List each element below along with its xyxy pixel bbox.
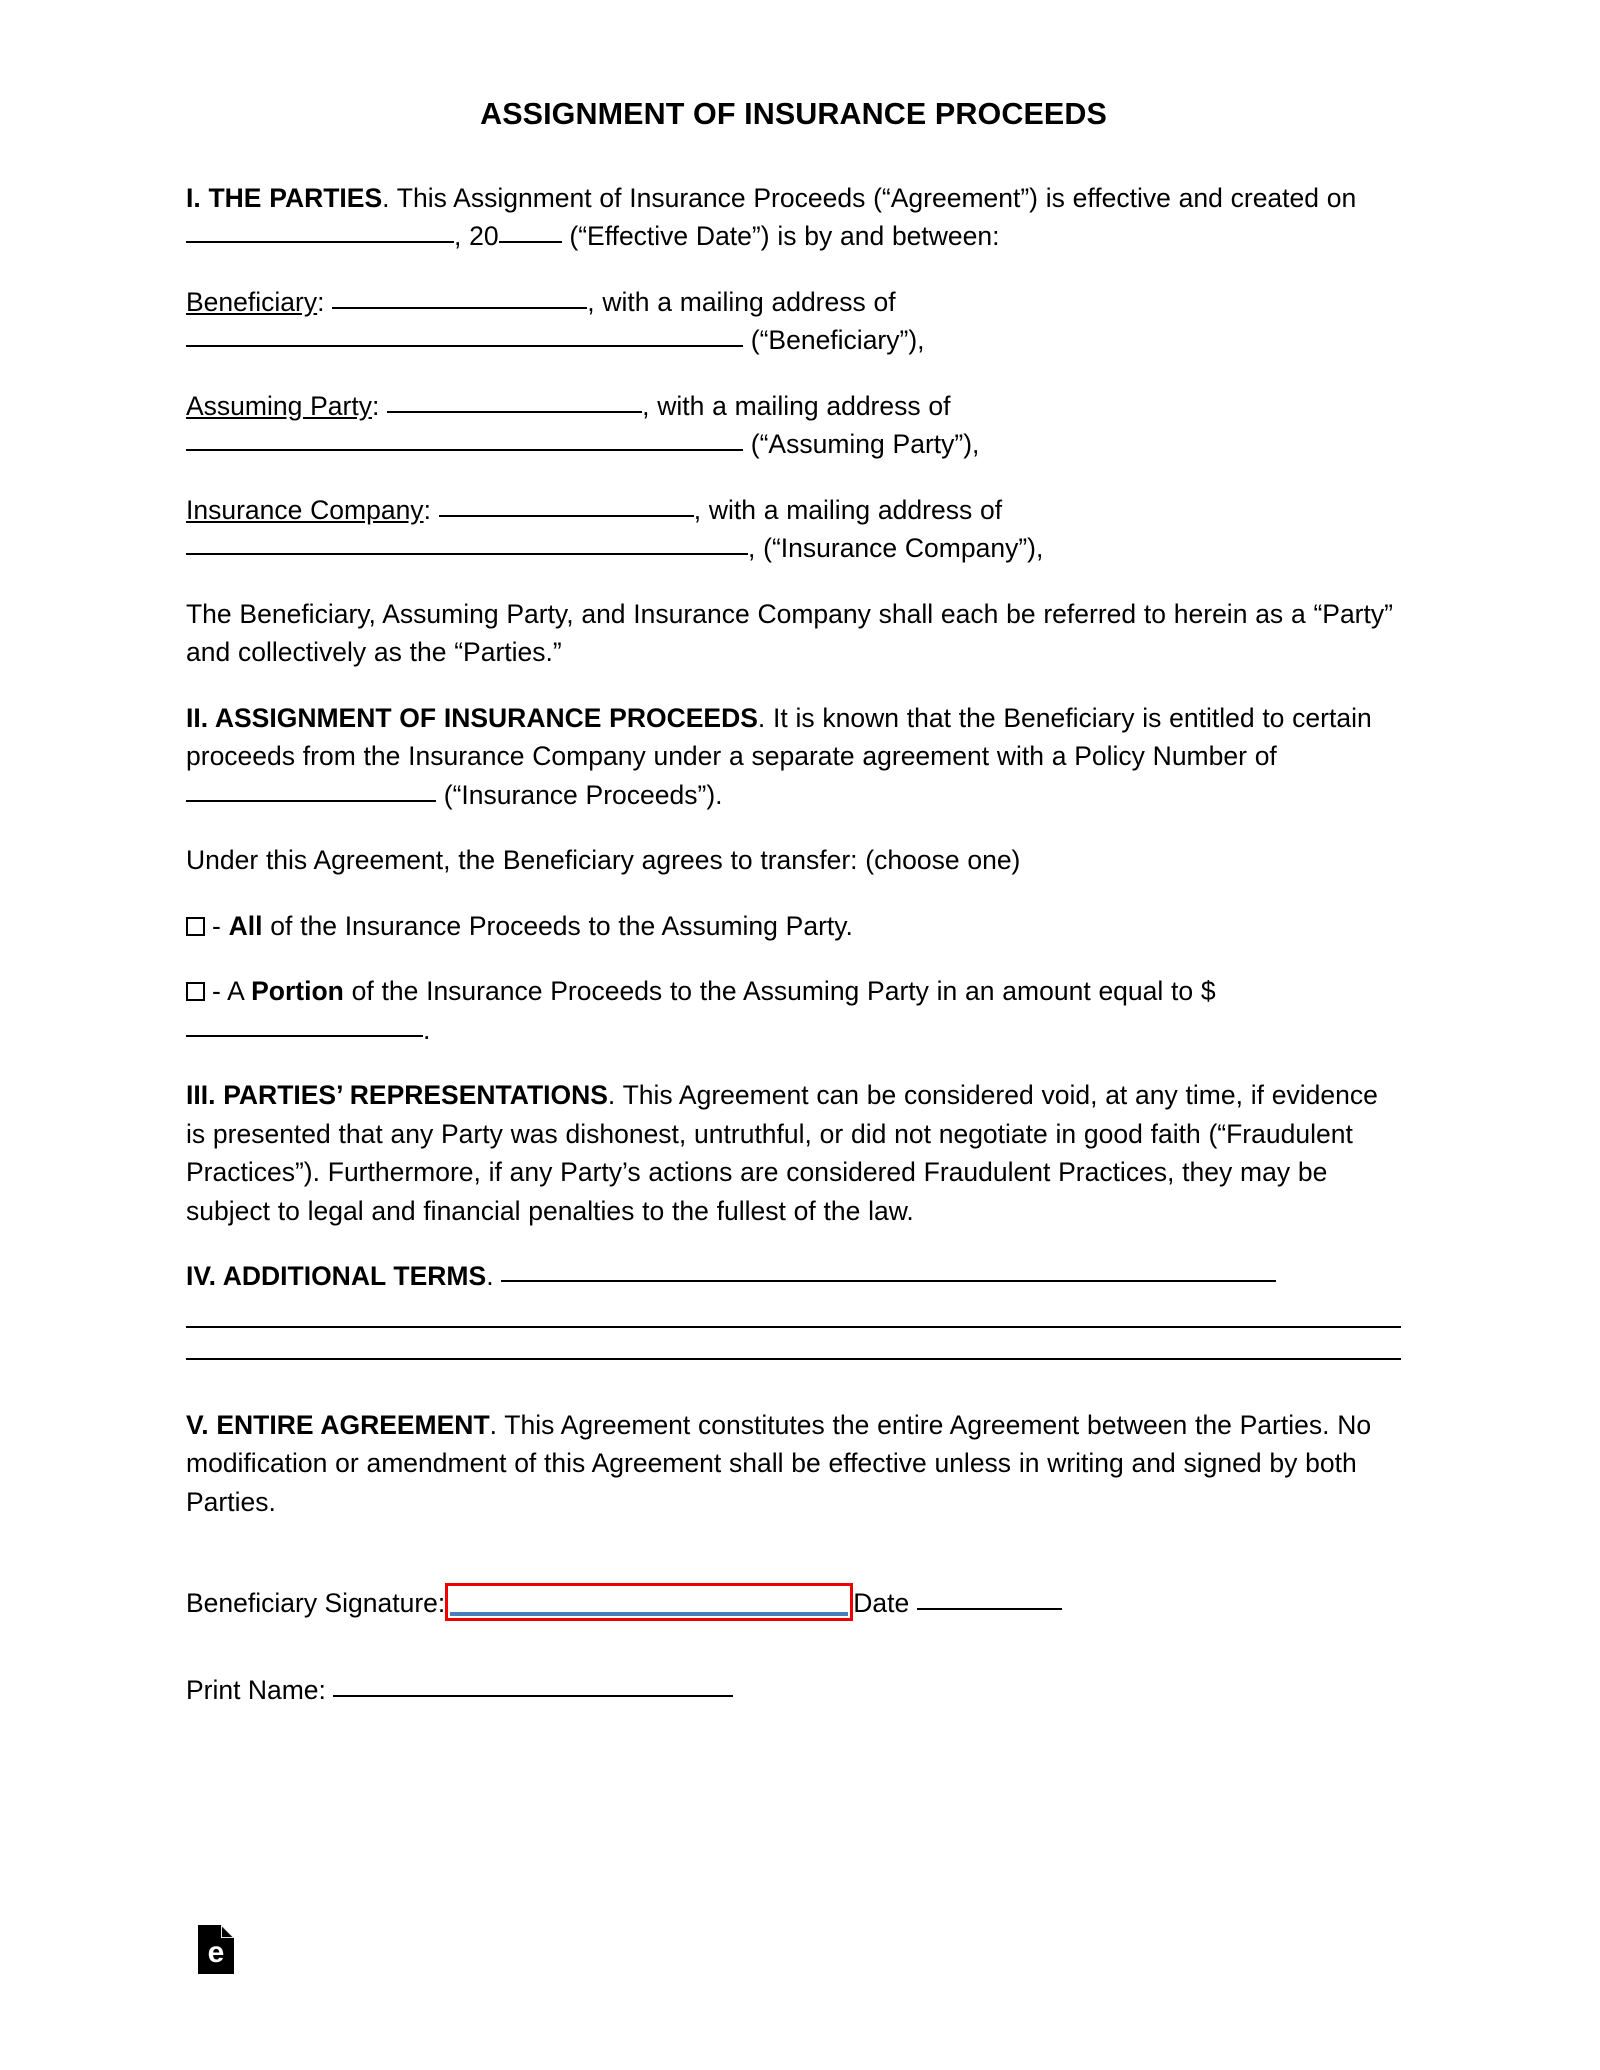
insurance-company-label: Insurance Company xyxy=(186,494,424,525)
section-heading-assignment: II. ASSIGNMENT OF INSURANCE PROCEEDS xyxy=(186,702,758,733)
print-name-blank[interactable] xyxy=(333,1673,733,1697)
section-parties-intro-text-b: , 20 xyxy=(454,221,499,252)
beneficiary-signature-row xyxy=(186,1583,1401,1623)
checkbox-all-icon[interactable] xyxy=(186,917,205,936)
section-representations xyxy=(186,1076,1401,1230)
signature-date-label: Date xyxy=(853,1588,910,1619)
policy-number-blank[interactable] xyxy=(186,778,436,802)
portion-amount-blank[interactable] xyxy=(186,1013,423,1037)
section-representations-text: . This Agreement can be considered void, at any time, if evidence is presented that any Party was dishonest, untruthful, or did not negotiate in good faith (“Fraudulent Practices”). Furthermore, if any Party’s actions are considered Fraudulent Practices, they may be subject to legal and financial penalties to the fullest of the law. xyxy=(186,1080,1378,1226)
section-heading-additional-terms: IV. ADDITIONAL TERMS xyxy=(186,1261,487,1292)
additional-terms-line-3[interactable] xyxy=(186,1358,1401,1360)
insurance-company-address-blank[interactable] xyxy=(186,531,748,555)
beneficiary-mid-text: , with a mailing address of xyxy=(587,286,896,317)
beneficiary-colon: : xyxy=(317,286,325,317)
section-parties-intro-text-c: (“Effective Date”) is by and between: xyxy=(561,221,1000,252)
signature-underline xyxy=(450,1612,848,1616)
insurance-company-tail-text: , (“Insurance Company”), xyxy=(748,533,1044,564)
eforms-logo-icon xyxy=(198,1925,234,1974)
insurance-company-colon: : xyxy=(423,494,431,525)
page-title: ASSIGNMENT OF INSURANCE PROCEEDS xyxy=(480,97,1107,131)
section-assignment xyxy=(186,699,1401,815)
option-portion-row[interactable] xyxy=(186,972,1309,1049)
option-all-text: of the Insurance Proceeds to the Assuming Party. xyxy=(262,910,853,941)
print-name-row xyxy=(186,1671,1401,1710)
section-entire-agreement-text: . This Agreement constitutes the entire Agreement between the Parties. No modification or amendment of this Agreement shall be effective unless in writing and signed by both Parties. xyxy=(186,1409,1372,1517)
beneficiary-signature-label: Beneficiary Signature: xyxy=(186,1588,446,1619)
option-all-keyword: All xyxy=(228,910,263,941)
option-all-row[interactable] xyxy=(186,907,1309,946)
section-heading-parties: I. THE PARTIES xyxy=(186,182,383,213)
assuming-party-name-blank[interactable] xyxy=(387,389,642,413)
section-heading-representations: III. PARTIES’ REPRESENTATIONS xyxy=(186,1080,608,1111)
additional-terms-line-1[interactable] xyxy=(501,1260,1276,1282)
section-parties-intro-text-a: . This Assignment of Insurance Proceeds (“Agreement”) is effective and created on xyxy=(382,182,1357,213)
option-portion-text: of the Insurance Proceeds to the Assuming Party in an amount equal to $ xyxy=(343,976,1216,1007)
section-additional-terms xyxy=(186,1257,1401,1296)
option-portion-dash: - A xyxy=(212,976,252,1007)
party-beneficiary xyxy=(186,283,1309,360)
option-portion-keyword: Portion xyxy=(251,976,344,1007)
beneficiary-name-blank[interactable] xyxy=(332,285,587,309)
parties-collective-paragraph: The Beneficiary, Assuming Party, and Insurance Company shall each be referred to herein as a “Party” and collectively as the “Parties.” xyxy=(186,598,1393,668)
checkbox-portion-icon[interactable] xyxy=(186,982,205,1001)
transfer-choose-line: Under this Agreement, the Beneficiary agrees to transfer: (choose one) xyxy=(186,845,1021,876)
effective-year-blank[interactable] xyxy=(499,219,562,243)
insurance-company-name-blank[interactable] xyxy=(439,493,694,517)
party-insurance-company xyxy=(186,491,1309,568)
beneficiary-tail-text: (“Beneficiary”), xyxy=(743,325,925,356)
signature-block xyxy=(186,1583,1401,1709)
assuming-party-mid-text: , with a mailing address of xyxy=(642,390,951,421)
option-portion-tail: . xyxy=(423,1014,431,1045)
section-assignment-text-b: (“Insurance Proceeds”). xyxy=(436,779,723,810)
eforms-logo-letter: e xyxy=(207,1936,225,1969)
effective-date-blank[interactable] xyxy=(186,219,454,243)
print-name-label: Print Name: xyxy=(186,1674,326,1705)
section-entire-agreement xyxy=(186,1406,1401,1522)
assuming-party-address-blank[interactable] xyxy=(186,427,743,451)
signature-date-blank[interactable] xyxy=(917,1586,1062,1610)
beneficiary-label: Beneficiary xyxy=(186,286,318,317)
section-assignment-text-a: . It is known that the Beneficiary is entitled to certain proceeds from the Insurance Company under a separate agreement with a Policy Number of xyxy=(186,702,1372,772)
beneficiary-address-blank[interactable] xyxy=(186,323,743,347)
section-heading-entire-agreement: V. ENTIRE AGREEMENT xyxy=(186,1409,490,1440)
party-assuming xyxy=(186,387,1309,464)
assuming-party-tail-text: (“Assuming Party”), xyxy=(743,429,980,460)
assuming-party-label: Assuming Party xyxy=(186,390,372,421)
eforms-logo[interactable] xyxy=(198,1925,234,1974)
section-parties-intro xyxy=(186,179,1401,256)
section-additional-terms-period: . xyxy=(486,1261,494,1292)
document-body xyxy=(186,96,1401,1709)
insurance-company-mid-text: , with a mailing address of xyxy=(693,494,1003,525)
assuming-party-colon: : xyxy=(371,390,380,421)
beneficiary-signature-input[interactable] xyxy=(445,1583,853,1621)
option-all-dash: - xyxy=(212,910,229,941)
additional-terms-line-2[interactable] xyxy=(186,1326,1401,1328)
